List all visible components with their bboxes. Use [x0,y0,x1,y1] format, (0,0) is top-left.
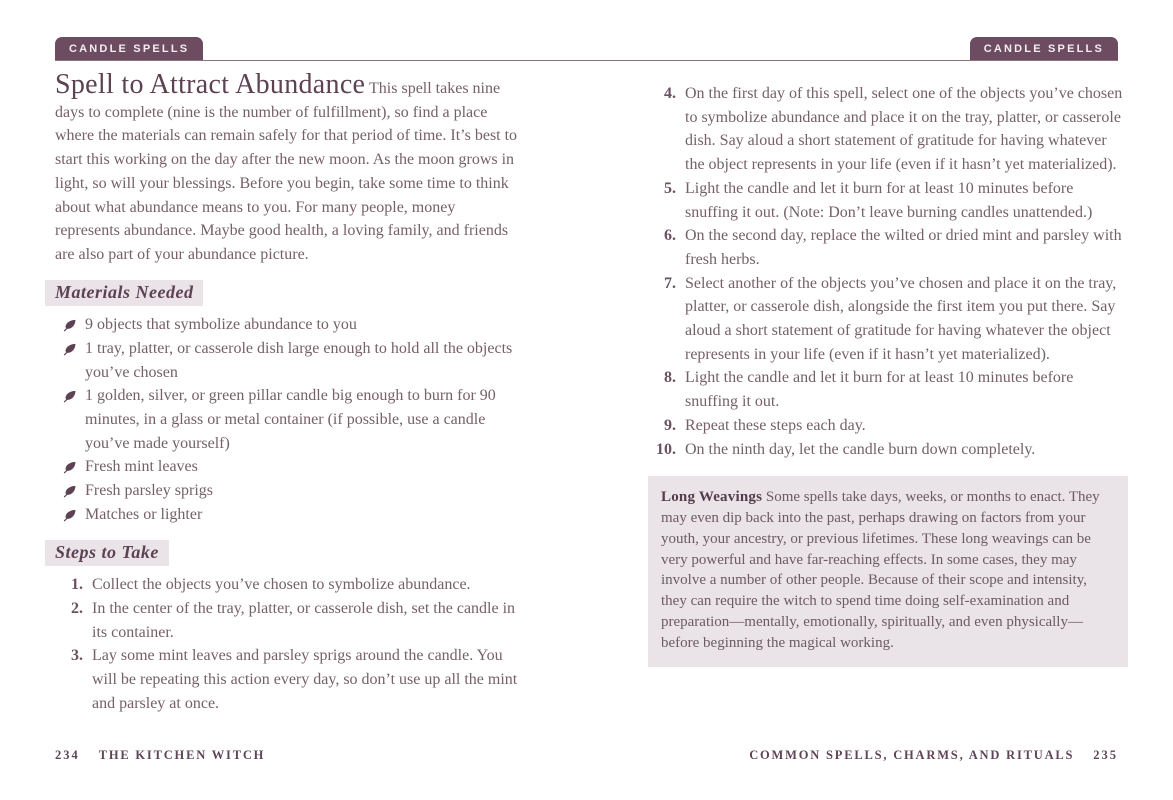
step-text: Select another of the objects you’ve chosen and place it on the tray, platter, or casserole dish, alongside the first item you put there. Say aloud a short statement of gratitude for having whatever the object represents in your life (even if it hasn’t yet materialized). [685,274,1117,363]
material-text: Fresh mint leaves [85,458,198,476]
step-item [648,224,1128,271]
step-item [55,597,519,644]
material-text: 1 golden, silver, or green pillar candle big enough to burn for 90 minutes, in a glass or metal container (if possible, use a candle you’ve made yourself) [85,387,496,452]
step-number: 4. [664,85,676,102]
step-number: 2. [71,599,83,617]
material-item [63,337,519,384]
leaf-bullet-icon [63,460,77,474]
spell-title: Spell to Attract Abundance [55,69,366,100]
infobox-body: Some spells take days, weeks, or months to enact. They may even dip back into the past, perhaps drawing on factors from your youth, your ancestry, or previous lifetimes. These long weavings can be very powerful and have far-reaching effects. In some cases, they may involve a number of other people. Because of their scope and intensity, they can require the witch to spend time doing self-examination and preparation—mentally, emotionally, spiritually, and even physically—before beginning the magical working. [661,489,1100,651]
materials-heading: Materials Needed [45,280,203,307]
step-text: Lay some mint leaves and parsley sprigs around the candle. You will be repeating this action every day, so don’t use up all the mint and parsley at once. [92,647,518,712]
step-text: On the second day, replace the wilted or dried mint and parsley with fresh herbs. [685,227,1122,268]
step-number: 7. [664,274,676,292]
step-text: Light the candle and let it burn for at least 10 minutes before snuffing it out. [685,369,1074,411]
leaf-bullet-icon [63,389,77,403]
step-number: 6. [664,227,676,245]
step-number: 8. [664,369,676,387]
step-item [648,438,1128,462]
section-tab-right: CANDLE SPELLS [970,37,1118,61]
material-item [63,479,519,503]
material-item [63,313,519,337]
step-item [648,272,1128,367]
material-text: Matches or lighter [85,505,203,523]
materials-list [55,313,519,526]
step-number: 10. [656,440,676,458]
step-text: On the first day of this spell, select one of the objects you’ve chosen to symbolize abundance and place it on the tray, platter, or casserole dish. Say aloud a short statement of gratitude for having whatever the object represents in your life (even if it hasn’t yet materialized). [685,85,1123,174]
step-item [55,573,519,597]
step-item [648,414,1128,438]
leaf-bullet-icon [63,484,77,498]
spell-intro-paragraph [55,69,519,267]
material-text: Fresh parsley sprigs [85,482,213,500]
material-text: 9 objects that symbolize abundance to you [85,316,357,334]
infobox-title: Long Weavings [661,489,763,506]
step-text: On the ninth day, let the candle burn down completely. [685,440,1036,458]
step-item [648,366,1128,413]
material-item [63,384,519,455]
page-number-left: 234 [55,748,80,762]
spell-intro-text: This spell takes nine days to complete (nine is the number of fulfillment), so find a place where the materials can remain safely for that period of time. It’s best to start this working on the day after the new moon. As the moon grows in light, so will your blessings. Before you begin, take some time to think about what abundance means to you. For many people, money represents abundance. Maybe good health, a loving family, and friends are also part of your abundance picture. [55,80,518,263]
steps-list-left [55,573,519,715]
steps-list-right [648,82,1128,461]
leaf-bullet-icon [63,342,77,356]
step-text: Collect the objects you’ve chosen to symbolize abundance. [92,576,471,594]
right-page [648,80,1128,667]
left-footer [55,748,265,763]
leaf-bullet-icon [63,508,77,522]
material-text: 1 tray, platter, or casserole dish large enough to hold all the objects you’ve chosen [85,339,513,381]
material-item [63,455,519,479]
step-number: 9. [664,416,676,434]
book-title: THE KITCHEN WITCH [98,748,266,762]
step-text: Repeat these steps each day. [685,416,866,434]
long-weavings-box [648,476,1128,666]
step-text: Light the candle and let it burn for at least 10 minutes before snuffing it out. (Note: Don’t leave burning candles unattended.) [685,179,1093,221]
steps-heading: Steps to Take [45,540,169,567]
step-item [55,644,519,715]
section-tab-left: CANDLE SPELLS [55,37,203,61]
material-item [63,503,519,527]
step-number: 1. [71,576,83,594]
step-text: In the center of the tray, platter, or casserole dish, set the candle in its container. [92,599,516,641]
right-footer [749,748,1118,763]
section-title: COMMON SPELLS, CHARMS, AND RITUALS [749,748,1075,762]
step-item [648,177,1128,224]
step-number: 5. [664,179,676,197]
step-item [648,82,1128,177]
step-number: 3. [71,647,83,665]
page-number-right: 235 [1093,748,1118,762]
left-page [55,69,519,715]
header-rule [55,60,1118,61]
leaf-bullet-icon [63,318,77,332]
